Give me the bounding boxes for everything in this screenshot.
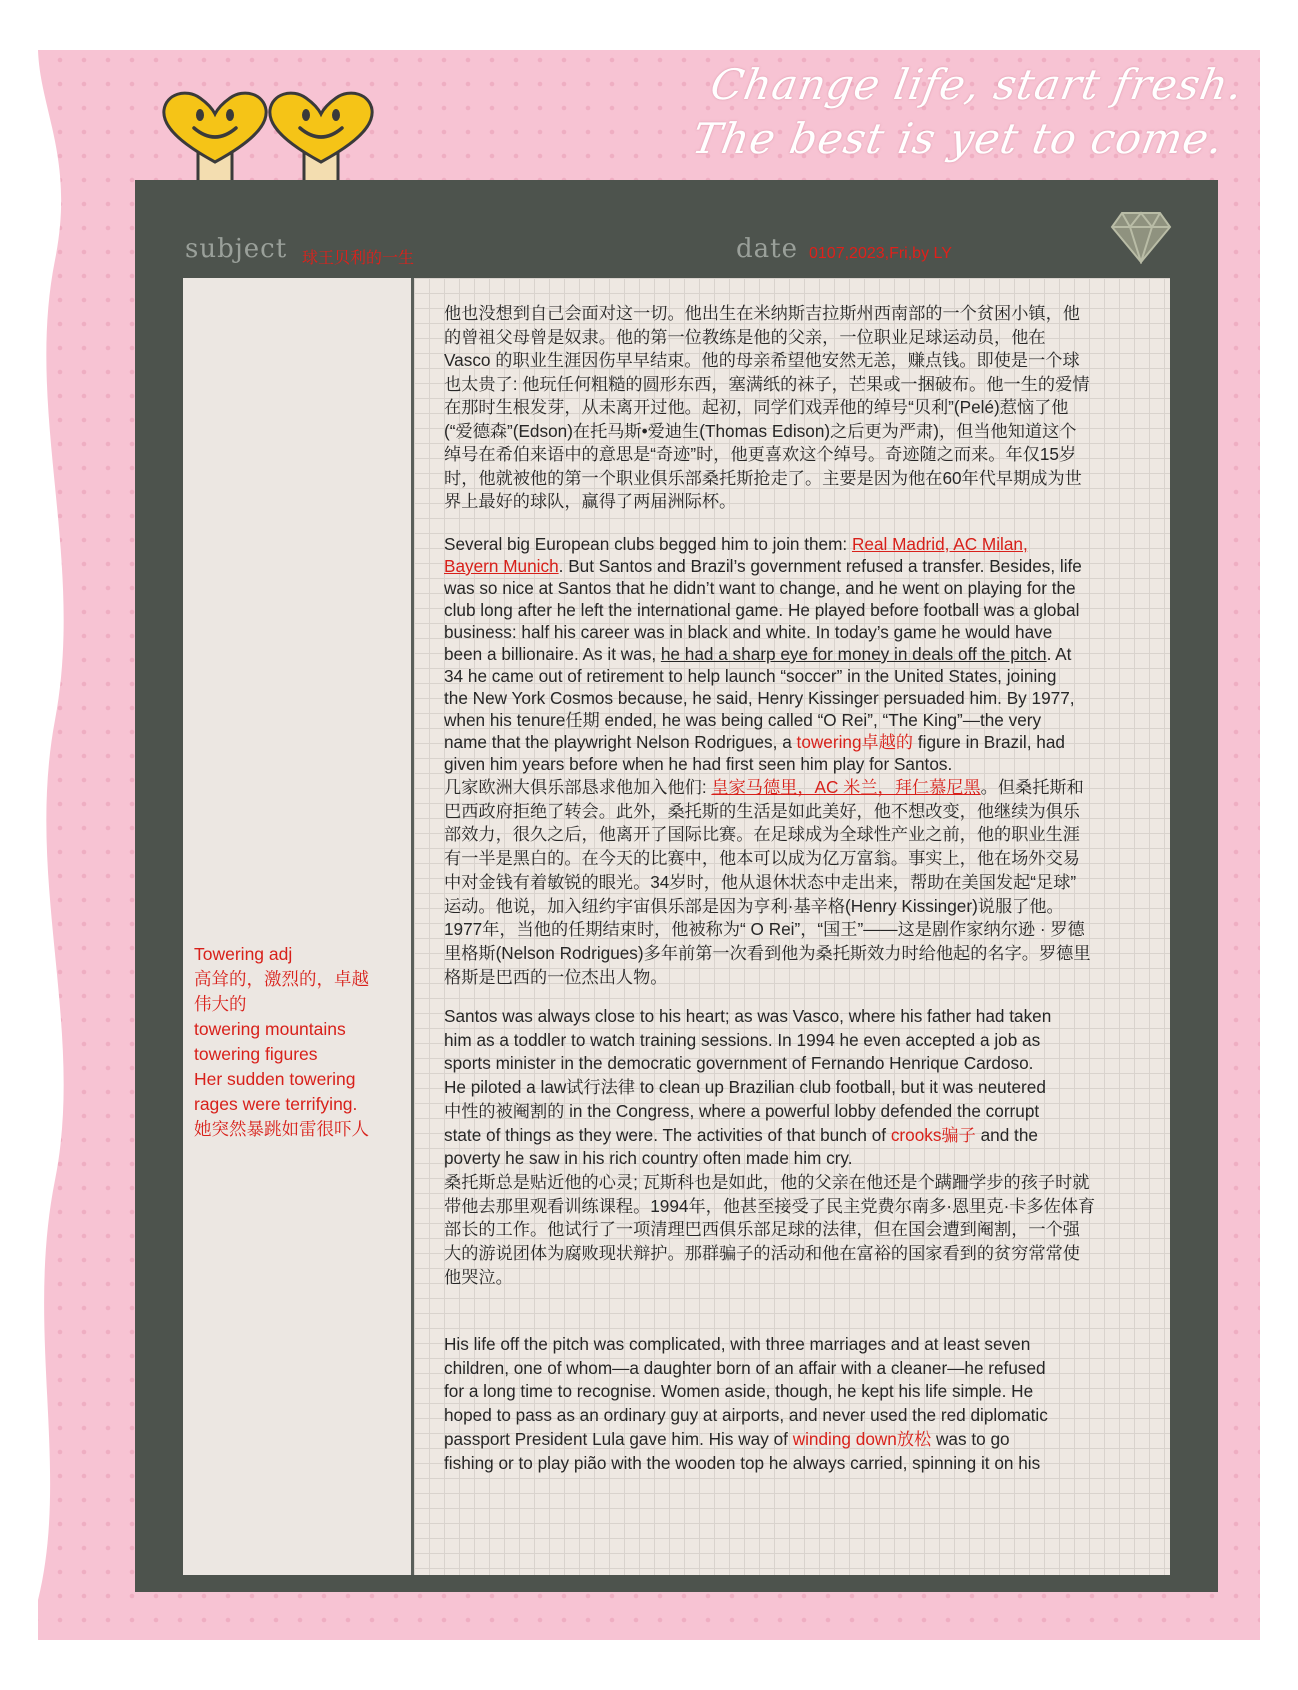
smiley-heart-icon <box>160 88 270 188</box>
vocab-note-line: towering mountains <box>194 1019 346 1039</box>
smiley-heart-icon <box>266 88 376 188</box>
text-line: sports minister in the democratic government of Fernando Henrique Cardoso. <box>444 1053 1034 1074</box>
text-line: poverty he saw in his rich country often made him cry. <box>444 1148 853 1169</box>
vocab-note-line: Her sudden towering <box>194 1069 356 1089</box>
text-line: 的曾祖父母曾是奴隶。他的第一位教练是他的父亲，一位职业足球运动员，他在 <box>444 326 1046 347</box>
text-line: 他也没想到自己会面对这一切。他出生在米纳斯吉拉斯州西南部的一个贫困小镇，他 <box>444 303 1080 323</box>
notebook-board <box>135 180 1218 1592</box>
vocab-note-line: 高耸的，激烈的，卓越 <box>194 969 369 989</box>
vocab-note-line: 伟大的 <box>194 994 247 1014</box>
subject-label: subject <box>185 234 288 264</box>
text-span: Several big European clubs begged him to join them: <box>444 534 852 554</box>
text-line <box>444 731 1156 753</box>
text-line: (“爱德森”(Edson)在托马斯•爱迪生(Thomas Edison)之后更为严肃)，但当他知道这个 <box>444 420 1077 441</box>
text-line: Vasco 的职业生涯因伤早早结束。他的母亲希望他安然无恙，赚点钱。即使是一个球 <box>444 350 1080 370</box>
text-line: 部长的工作。他试行了一项清理巴西俱乐部足球的法律，但在国会遭到阉割，一个强 <box>444 1219 1080 1240</box>
text-line: given him years before when he had first seen him play for Santos. <box>444 754 953 774</box>
text-line <box>444 776 1156 800</box>
slogan-line-2: The best is yet to come. <box>688 114 1228 163</box>
text-line: business: half his career was in black and white. In today’s game he would have <box>444 622 1053 642</box>
text-span: name that the playwright Nelson Rodrigues, a <box>444 732 797 752</box>
text-line: when his tenure任期 ended, he was being called “O Rei”, “The King”—the very <box>444 710 1042 730</box>
text-line: him as a toddler to watch training sessions. In 1994 he even accepted a job as <box>444 1029 1041 1050</box>
text-span: . But Santos and Brazil’s government refused a transfer. Besides, life <box>558 556 1082 576</box>
text-span: 。但桑托斯和 <box>980 777 1084 797</box>
text-line: 带他去那里观看训练课程。1994年，他甚至接受了民主党费尔南多·恩里克·卡多佐体育 <box>444 1195 1096 1216</box>
text-line: 也太贵了: 他玩任何粗糙的圆形东西，塞满纸的袜子，芒果或一捆破布。他一生的爱情 <box>444 373 1090 394</box>
diamond-icon <box>1110 210 1172 264</box>
paragraph-3 <box>444 1005 1156 1289</box>
text-line <box>444 1124 1156 1148</box>
text-line: 34 he came out of retirement to help launch “soccer” in the United States, joining <box>444 666 1057 686</box>
highlight-word: towering卓越的 <box>796 732 914 752</box>
text-line: He piloted a law试行法律 to clean up Brazilian club football, but it was neutered <box>444 1077 1046 1098</box>
text-line: 时，他就被他的第一个职业俱乐部桑托斯抢走了。主要是因为他在60年代早期成为世 <box>444 467 1082 488</box>
highlight-link: 皇家马德里，AC 米兰，拜仁慕尼黑 <box>711 777 981 797</box>
text-span: figure in Brazil, had <box>913 732 1065 752</box>
vocab-note <box>194 942 404 1142</box>
slogan-text <box>668 58 1247 166</box>
date-label: date <box>736 234 798 264</box>
text-span: and the <box>975 1124 1038 1145</box>
highlight-link: Real Madrid, AC Milan, <box>851 534 1028 554</box>
text-line: 中性的被阉割的 in the Congress, where a powerful lobby defended the corrupt <box>444 1100 1040 1121</box>
paragraph-1 <box>444 302 1156 514</box>
text-line: 1977年，当他的任期结束时，他被称为“ O Rei”，“国王”——这是剧作家纳尔逊 · 罗德 <box>444 919 1085 940</box>
highlight-link: Bayern Munich <box>444 556 559 576</box>
vocab-note-line: Towering adj <box>194 944 293 964</box>
text-line: children, one of whom—a daughter born of an affair with a cleaner—he refused <box>444 1357 1046 1378</box>
text-line: the New York Cosmos because, he said, Henry Kissinger persuaded him. By 1977, <box>444 688 1075 708</box>
text-line: 中对金钱有着敏锐的眼光。34岁时，他从退休状态中走出来，帮助在美国发起“足球” <box>444 871 1077 892</box>
text-span: passport President Lula gave him. His way of <box>444 1428 793 1449</box>
text-line: 里格斯(Nelson Rodrigues)多年前第一次看到他为桑托斯效力时给他起的名字。罗德里 <box>444 942 1091 963</box>
text-line: 界上最好的球队，赢得了两届洲际杯。 <box>444 491 737 511</box>
margin-notes-panel <box>183 278 414 1575</box>
highlight-word: winding down放松 <box>792 1428 932 1449</box>
text-line: 有一半是黑白的。在今天的比赛中，他本可以成为亿万富翁。事实上，他在场外交易 <box>444 848 1080 869</box>
text-line: 他哭泣。 <box>444 1266 513 1287</box>
text-line: 绰号在希伯来语中的意思是“奇迹”时，他更喜欢这个绰号。奇迹随之而来。年仅15岁 <box>444 444 1077 464</box>
text-line <box>444 1428 1156 1452</box>
text-line: was so nice at Santos that he didn’t want to change, and he went on playing for the <box>444 578 1076 598</box>
vocab-note-line: towering figures <box>194 1044 318 1064</box>
text-line: 大的游说团体为腐败现状辩护。那群骗子的活动和他在富裕的国家看到的贫穷常常使 <box>444 1243 1080 1264</box>
text-line <box>444 533 1156 555</box>
text-span: . At <box>1046 644 1072 664</box>
text-line: Santos was always close to his heart; as was Vasco, where his father had taken <box>444 1006 1052 1026</box>
date-value: 0107,2023,Fri,by LY <box>809 245 952 262</box>
text-line: 在那时生根发芽，从未离开过他。起初，同学们戏弄他的绰号“贝利”(Pelé)惹恼了他 <box>444 397 1069 417</box>
text-line: for a long time to recognise. Women aside, though, he kept his life simple. He <box>444 1381 1034 1402</box>
subject-value: 球王贝利的一生 <box>302 250 415 267</box>
text-span: been a billionaire. As it was, <box>444 644 661 664</box>
grid-paper-text-panel <box>414 278 1170 1575</box>
underlined-phrase: he had a sharp eye for money in deals off the pitch <box>660 644 1047 664</box>
paragraph-4 <box>444 1333 1156 1475</box>
paragraph-2-cn <box>444 776 1156 989</box>
slogan-line-1: Change life, start fresh. <box>706 60 1248 109</box>
text-line: His life off the pitch was complicated, with three marriages and at least seven <box>444 1334 1031 1354</box>
highlight-word: crooks骗子 <box>890 1124 976 1145</box>
text-line: 运动。他说，加入纽约宇宙俱乐部是因为亨利·基辛格(Henry Kissinger)说服了他。 <box>444 895 1064 916</box>
text-line <box>444 555 1156 577</box>
paragraph-2 <box>444 533 1156 775</box>
vocab-note-line: rages were terrifying. <box>194 1094 358 1114</box>
text-span: state of things as they were. The activities of that bunch of <box>444 1124 891 1145</box>
text-line: 格斯是巴西的一位杰出人物。 <box>444 966 668 987</box>
text-line: club long after he left the international game. He played before football was a global <box>444 600 1080 620</box>
text-line: 桑托斯总是贴近他的心灵; 瓦斯科也是如此，他的父亲在他还是个蹒跚学步的孩子时就 <box>444 1171 1090 1192</box>
text-line <box>444 643 1156 665</box>
text-line: fishing or to play pião with the wooden top he always carried, spinning it on his <box>444 1452 1041 1473</box>
text-line: 巴西政府拒绝了转会。此外，桑托斯的生活是如此美好，他不想改变，他继续为俱乐 <box>444 800 1080 821</box>
text-span: 几家欧洲大俱乐部恳求他加入他们: <box>444 777 712 797</box>
text-span: was to go <box>931 1428 1010 1449</box>
text-line: 部效力，很久之后，他离开了国际比赛。在足球成为全球性产业之前，他的职业生涯 <box>444 824 1080 845</box>
text-line: hoped to pass as an ordinary guy at airports, and never used the red diplomatic <box>444 1405 1048 1426</box>
vocab-note-line: 她突然暴跳如雷很吓人 <box>194 1119 369 1139</box>
